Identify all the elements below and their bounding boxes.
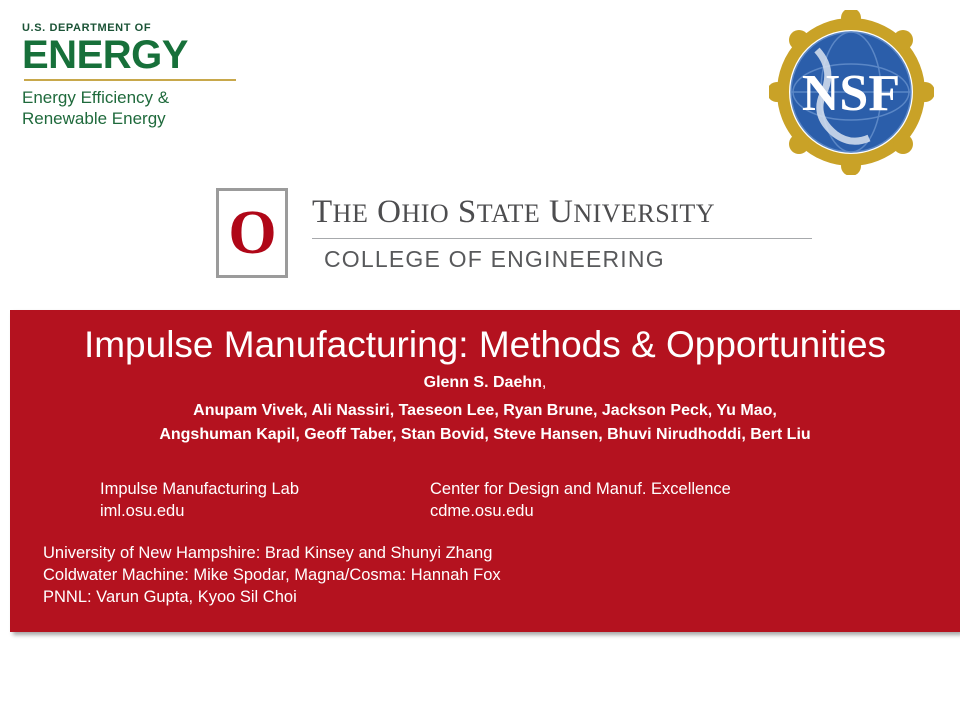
lab-right-name: Center for Design and Manuf. Excellence: [430, 480, 731, 498]
osu-name-o: O: [377, 194, 402, 230]
osu-college-name: COLLEGE OF ENGINEERING: [324, 246, 665, 272]
osu-name-u: U: [548, 194, 574, 230]
lab-left-name: Impulse Manufacturing Lab: [100, 480, 300, 498]
presenter-comma: ,: [541, 374, 547, 391]
osu-block-o: [216, 188, 288, 278]
lab-right-url[interactable]: cdme.osu.edu: [430, 502, 534, 520]
authors-line-1: Anupam Vivek, Ali Nassiri, Taeseon Lee, Ryan Brune, Jackson Peck, Yu Mao,: [193, 402, 777, 419]
osu-monogram-letter: O: [228, 199, 276, 267]
osu-divider: [312, 238, 812, 239]
collaborator-line: University of New Hampshire: Brad Kinsey and Shunyi Zhang: [43, 544, 493, 562]
lab-affiliations: [100, 478, 880, 522]
osu-logo: [216, 186, 836, 286]
svg-text:NSF: NSF: [801, 65, 901, 122]
presenter-name-line: [10, 374, 960, 392]
lab-left-url[interactable]: iml.osu.edu: [100, 502, 185, 520]
collaborator-line: PNNL: Varun Gupta, Kyoo Sil Choi: [43, 588, 297, 606]
osu-name-s: S: [457, 194, 477, 230]
osu-name-he: HE: [332, 199, 369, 228]
collaborators-list: [43, 542, 923, 608]
osu-name-t: T: [312, 194, 333, 230]
nsf-logo: [769, 10, 934, 175]
page-title: Impulse Manufacturing: Methods & Opportunities: [83, 324, 887, 365]
doe-wordmark: ENERGY: [22, 33, 188, 77]
authors-line-2: Angshuman Kapil, Geoff Taber, Stan Bovid, Steve Hansen, Bhuvi Nirudhoddi, Bert Liu: [159, 426, 811, 443]
title-banner: [10, 310, 960, 632]
presenter-name: Glenn S. Daehn: [423, 374, 542, 391]
osu-name-tate: TATE: [476, 199, 541, 228]
doe-logo: [22, 22, 282, 129]
doe-department-text: U.S. DEPARTMENT OF: [22, 22, 152, 34]
doe-gold-rule: [24, 79, 236, 81]
doe-tagline-line2: Renewable Energy: [22, 109, 166, 128]
doe-tagline-line1: Energy Efficiency &: [22, 88, 170, 107]
header-area: [0, 0, 960, 310]
collaborator-line: Coldwater Machine: Mike Spodar, Magna/Cosma: Hannah Fox: [43, 566, 501, 584]
osu-name-niversity: NIVERSITY: [573, 199, 716, 228]
osu-university-name: [312, 194, 715, 231]
osu-name-hio: HIO: [401, 199, 450, 228]
